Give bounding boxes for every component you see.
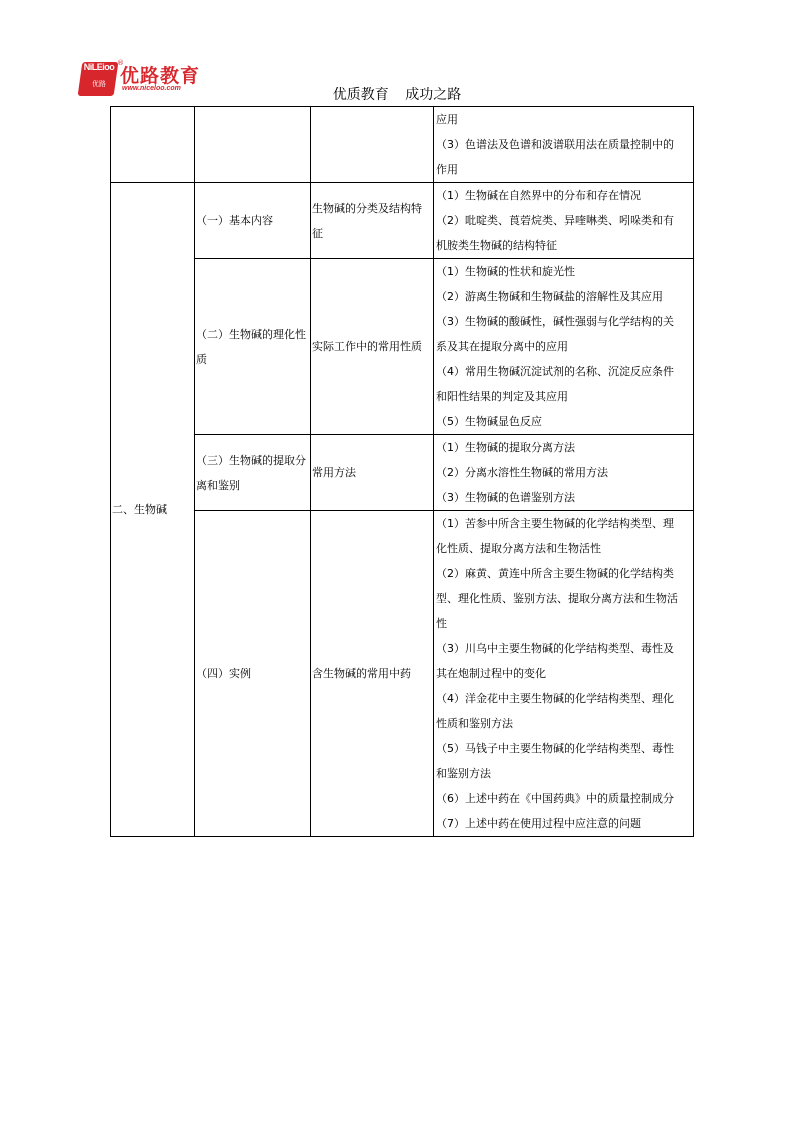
content-line: （2）吡啶类、莨菪烷类、异喹啉类、吲哚类和有 (436, 214, 674, 227)
topic-label: （四）实例 (196, 667, 251, 680)
content-line: （2）麻黄、黄连中所含主要生物碱的化学结构类 (436, 567, 674, 580)
content-line: 系及其在提取分离中的应用 (436, 340, 568, 353)
content-line: （2）游离生物碱和生物碱盐的溶解性及其应用 (436, 290, 663, 303)
content-line: （1）生物碱的提取分离方法 (436, 441, 575, 454)
content-cell (434, 183, 694, 259)
content-line: （6）上述中药在《中国药典》中的质量控制成分 (436, 792, 674, 805)
content-line: （2）分离水溶性生物碱的常用方法 (436, 466, 608, 479)
content-line: 化性质、提取分离方法和生物活性 (436, 542, 601, 555)
table-cell (311, 107, 434, 183)
content-line: （4）洋金花中主要生物碱的化学结构类型、理化 (436, 692, 674, 705)
content-line: （3）川乌中主要生物碱的化学结构类型、毒性及 (436, 642, 674, 655)
table-row (111, 435, 694, 511)
content-line: 作用 (436, 163, 458, 176)
category-label: 实际工作中的常用性质 (312, 340, 422, 353)
table-row (111, 183, 694, 259)
logo-brand-name: 优路教育 (120, 65, 201, 87)
content-line: 和阳性结果的判定及其应用 (436, 390, 568, 403)
logo-url: www.niceloo.com (122, 85, 181, 92)
section-title-cell (111, 183, 195, 837)
content-line: （5）生物碱显色反应 (436, 415, 542, 428)
content-line: （4）常用生物碱沉淀试剂的名称、沉淀反应条件 (436, 365, 674, 378)
logo-badge-sub: 优路 (92, 80, 106, 88)
table-cell (434, 107, 694, 183)
content-line: （5）马钱子中主要生物碱的化学结构类型、毒性 (436, 742, 674, 755)
content-cell (434, 435, 694, 511)
content-cell (434, 511, 694, 837)
category-cell (311, 435, 434, 511)
category-cell (311, 183, 434, 259)
header-title-left: 优质教育 (332, 87, 389, 103)
category-label: 含生物碱的常用中药 (312, 667, 411, 680)
content-line: 型、理化性质、鉴别方法、提取分离方法和生物活 (436, 592, 678, 605)
topic-cell (195, 435, 311, 511)
content-line: （1）苦参中所含主要生物碱的化学结构类型、理 (436, 517, 674, 530)
content-line: （1）生物碱的性状和旋光性 (436, 265, 575, 278)
content-line: （3）生物碱的酸碱性，碱性强弱与化学结构的关 (436, 315, 674, 328)
table-cell (111, 107, 195, 183)
topic-label: （一）基本内容 (196, 214, 273, 227)
category-cell (311, 259, 434, 435)
topic-cell (195, 259, 311, 435)
content-line: 性质和鉴别方法 (436, 717, 513, 730)
header-title-right: 成功之路 (405, 87, 462, 103)
table-row (111, 107, 694, 183)
topic-label: （二）生物碱的理化性质 (196, 327, 306, 366)
syllabus-table (110, 106, 694, 837)
content-line: 应用 (436, 113, 458, 126)
content-line: （1）生物碱在自然界中的分布和存在情况 (436, 189, 641, 202)
section-title: 二、生物碱 (112, 503, 167, 516)
topic-label: （三）生物碱的提取分离和鉴别 (196, 453, 306, 492)
content-cell (434, 259, 694, 435)
topic-cell (195, 183, 311, 259)
table-row (111, 511, 694, 837)
content-line: 性 (436, 617, 447, 630)
content-line: （7）上述中药在使用过程中应注意的问题 (436, 817, 641, 830)
content-line: （3）色谱法及色谱和波谱联用法在质量控制中的 (436, 138, 674, 151)
category-cell (311, 511, 434, 837)
category-label: 常用方法 (312, 466, 356, 479)
content-line: 机胺类生物碱的结构特征 (436, 239, 557, 252)
content-line: 其在炮制过程中的变化 (436, 667, 546, 680)
table-cell (195, 107, 311, 183)
content-line: 和鉴别方法 (436, 767, 491, 780)
category-label: 生物碱的分类及结构特征 (312, 201, 422, 240)
topic-cell (195, 511, 311, 837)
logo-registered-mark: ® (117, 59, 124, 67)
table-row (111, 259, 694, 435)
logo-badge-text: NiLEioo (83, 62, 115, 72)
page-header-title (0, 84, 794, 104)
content-line: （3）生物碱的色谱鉴别方法 (436, 491, 575, 504)
